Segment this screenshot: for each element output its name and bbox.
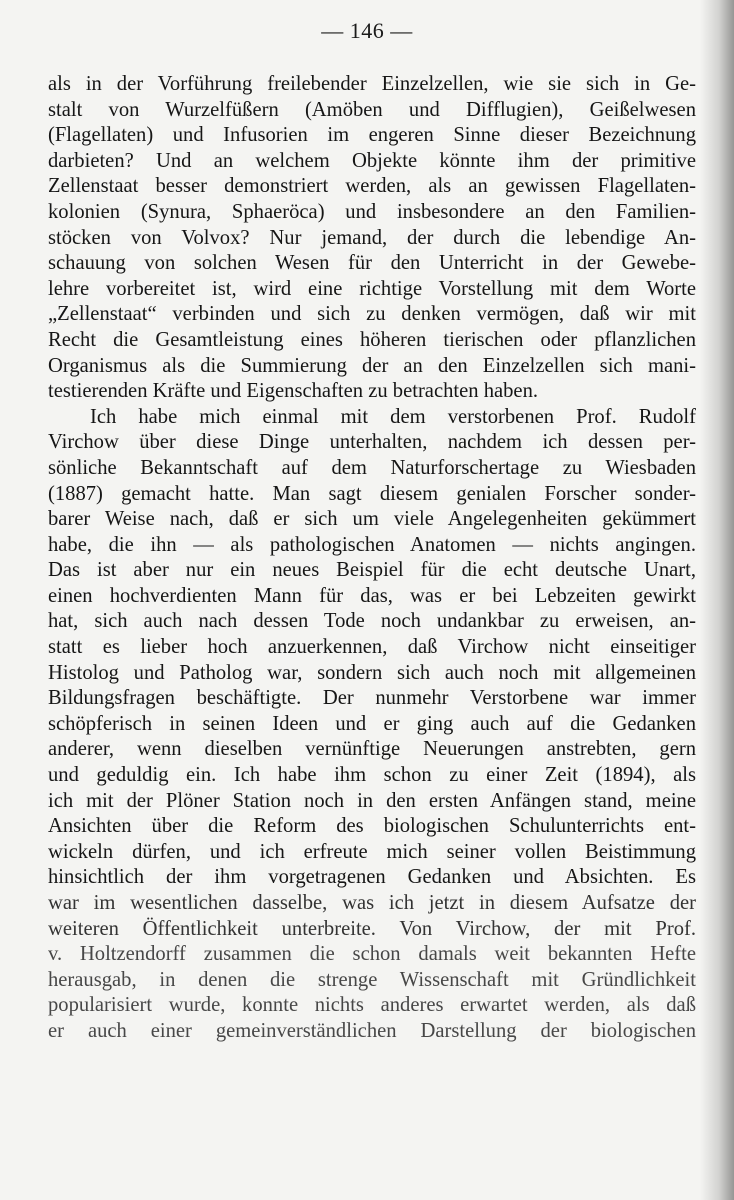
text-line: stöcken von Volvox? Nur jemand, der durch die lebendige An- (48, 226, 696, 249)
text-line: als in der Vorführung freilebender Einzelzellen, wie sie sich in Ge- (48, 73, 696, 95)
text-line: „Zellenstaat“ verbinden und sich zu denken vermögen, daß wir mit (48, 303, 696, 326)
page-number: — 146 — (321, 18, 413, 43)
text-line: ich mit der Plöner Station noch in den ersten Anfängen stand, meine (48, 789, 696, 812)
body-text (48, 72, 696, 1045)
text-line: und geduldig ein. Ich habe ihm schon zu einer Zeit (1894), als (48, 764, 696, 787)
text-line: habe, die ihn — als pathologischen Anatomen — nichts angingen. (48, 533, 696, 556)
text-line: einen hochverdienten Mann für das, was er bei Lebzeiten gewirkt (48, 584, 696, 607)
text-line: hat, sich auch nach dessen Tode noch undankbar zu erweisen, an- (48, 610, 696, 633)
text-line: Virchow über diese Dinge unterhalten, nachdem ich dessen per- (48, 431, 696, 454)
text-line: kolonien (Synura, Sphaeröca) und insbesondere an den Familien- (48, 200, 696, 223)
text-line: Histolog und Patholog war, sondern sich auch noch mit allgemeinen (48, 661, 696, 684)
text-line: Das ist aber nur ein neues Beispiel für die echt deutsche Unart, (48, 559, 696, 582)
text-line: war im wesentlichen dasselbe, was ich jetzt in diesem Aufsatze der (48, 892, 696, 914)
paragraph-last-line: testierenden Kräfte und Eigenschaften zu betrachten haben. (48, 380, 539, 403)
text-line: schöpferisch in seinen Ideen und er ging auch auf die Gedanken (48, 712, 696, 735)
text-line: wickeln dürfen, und ich erfreute mich seiner vollen Beistimmung (48, 840, 696, 863)
text-line: anderer, wenn dieselben vernünftige Neuerungen anstrebten, gern (48, 738, 696, 761)
text-line: weiteren Öffentlichkeit unterbreite. Von Virchow, der mit Prof. (48, 917, 696, 940)
text-line: Ansichten über die Reform des biologischen Schulunterrichts ent- (48, 815, 696, 838)
text-line: Organismus als die Summierung der an den Einzelzellen sich mani- (48, 354, 696, 377)
paragraph-first-line: Ich habe mich einmal mit dem verstorbenen Prof. Rudolf (90, 405, 696, 428)
text-line: herausgab, in denen die strenge Wissenschaft mit Gründlichkeit (48, 968, 696, 991)
text-line: lehre vorbereitet ist, wird eine richtige Vorstellung mit dem Worte (48, 277, 696, 300)
text-line: hinsichtlich der ihm vorgetragenen Gedanken und Absichten. Es (48, 866, 696, 889)
text-line: Recht die Gesamtleistung eines höheren tierischen oder pflanzlichen (48, 328, 696, 351)
text-line: barer Weise nach, daß er sich um viele Angelegenheiten gekümmert (48, 508, 696, 531)
text-line: Bildungsfragen beschäftigte. Der nunmehr Verstorbene war immer (48, 687, 696, 710)
text-line: stalt von Wurzelfüßern (Amöben und Difflugien), Geißelwesen (48, 98, 696, 121)
text-line: schauung von solchen Wesen für den Unterricht in der Gewebe- (48, 252, 696, 275)
text-line: (Flagellaten) und Infusorien im engeren Sinne dieser Bezeichnung (48, 124, 696, 147)
text-line: Zellenstaat besser demonstriert werden, als an gewissen Flagellaten- (48, 175, 696, 198)
text-line: v. Holtzendorff zusammen die schon damals weit bekannten Hefte (48, 943, 696, 966)
text-line: er auch einer gemeinverständlichen Darstellung der biologischen (48, 1019, 696, 1042)
text-line: darbieten? Und an welchem Objekte könnte ihm der primitive (48, 149, 696, 172)
text-line: sönliche Bekanntschaft auf dem Naturforschertage zu Wiesbaden (48, 456, 696, 479)
text-line: popularisiert wurde, konnte nichts anderes erwartet werden, als daß (48, 994, 696, 1017)
text-line: (1887) gemacht hatte. Man sagt diesem genialen Forscher sonder- (48, 482, 696, 505)
text-line: statt es lieber hoch anzuerkennen, daß Virchow nicht einseitiger (48, 636, 696, 659)
